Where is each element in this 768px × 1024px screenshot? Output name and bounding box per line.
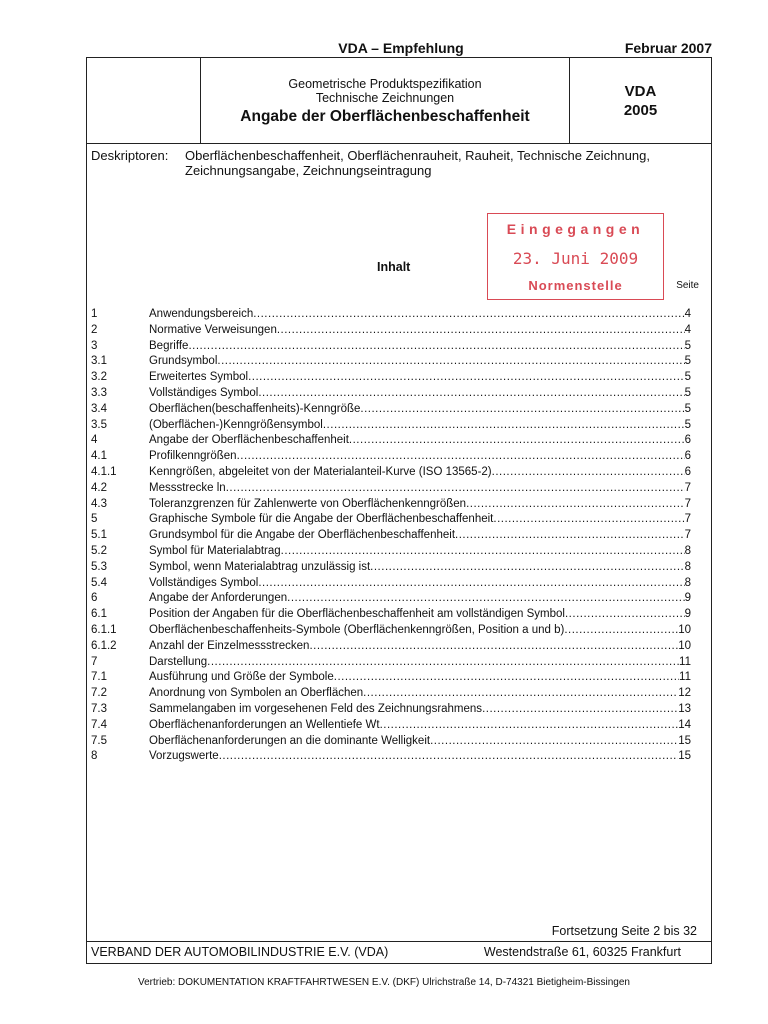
toc-entry-line (149, 418, 691, 434)
toc-entry-number: 4.1 (91, 450, 107, 463)
toc-entry (87, 481, 711, 497)
toc-entry-title: Angabe der Anforderungen (149, 592, 288, 605)
toc-leader-dots (349, 433, 685, 449)
toc-entry-page: 7 (684, 497, 691, 510)
toc-entry-line (149, 734, 691, 750)
toc-entry (87, 339, 711, 355)
toc-entry-number: 5.3 (91, 560, 107, 573)
toc-leader-dots (360, 402, 684, 418)
toc-entry-line (149, 591, 691, 607)
toc-entry (87, 449, 711, 465)
toc-entry-page: 9 (684, 608, 691, 621)
toc-leader-dots (207, 655, 679, 671)
toc-entry (87, 749, 711, 765)
toc-leader-dots (323, 418, 685, 434)
toc-entry-title: Symbol, wenn Materialabtrag unzulässig ist (149, 560, 371, 573)
toc-leader-dots (219, 749, 679, 765)
toc-entry-page: 4 (684, 308, 691, 320)
toc-entry-page: 8 (684, 544, 691, 557)
toc-entry (87, 702, 711, 718)
toc-entry-page: 8 (684, 576, 691, 589)
toc-entry-page: 4 (684, 323, 691, 336)
toc-entry-title: Erweitertes Symbol (149, 371, 249, 384)
toc-entry (87, 512, 711, 528)
publisher-name: VERBAND DER AUTOMOBILINDUSTRIE E.V. (VDA) (91, 945, 389, 959)
toc-entry-number: 7.3 (91, 702, 107, 715)
toc-entry (87, 607, 711, 623)
toc-entry-title: Kenngrößen, abgeleitet von der Materialanteil-Kurve (ISO 13565-2) (149, 465, 492, 478)
toc-entry-title: Anzahl der Einzelmessstrecken (149, 639, 310, 652)
toc-entry-page: 5 (684, 371, 691, 384)
toc-entry-line (149, 386, 691, 402)
code-line-1: VDA (624, 83, 657, 100)
toc-entry (87, 670, 711, 686)
toc-entry-number: 6.1.2 (91, 639, 117, 652)
toc-entry-title: Sammelangaben im vorgesehenen Feld des Zeichnungsrahmens (149, 702, 483, 715)
toc-entry (87, 370, 711, 386)
toc-leader-dots (380, 718, 679, 734)
toc-leader-dots (492, 465, 685, 481)
toc-entry (87, 497, 711, 513)
stamp-line-3: Normenstelle (528, 278, 623, 293)
toc-entry-title: Normative Verweisungen (149, 323, 277, 336)
toc-entry-number: 5 (91, 513, 98, 526)
toc-entry-page: 9 (684, 592, 691, 605)
toc-entry-page: 5 (684, 339, 691, 352)
toc-entry-line (149, 718, 691, 734)
toc-entry-title: Grundsymbol für die Angabe der Oberflächenbeschaffenheit (149, 529, 456, 542)
toc-entry-page: 5 (684, 386, 691, 399)
toc-entry (87, 623, 711, 639)
title-block (87, 58, 711, 144)
toc-entry (87, 307, 711, 323)
toc-entry-line (149, 512, 691, 528)
toc-entry-title: Position der Angaben für die Oberflächenbeschaffenheit am vollständigen Symbol (149, 608, 565, 621)
toc-entry (87, 433, 711, 449)
toc-entry-page: 11 (679, 655, 691, 668)
toc-entry-page: 7 (684, 529, 691, 542)
toc-entry-page: 10 (678, 639, 691, 652)
toc-entry-title: Oberflächen(beschaffenheits)-Kenngröße (149, 402, 361, 415)
toc-entry-title: Angabe der Oberflächenbeschaffenheit (149, 434, 349, 447)
toc-entry-page: 5 (684, 402, 691, 415)
toc-entry (87, 386, 711, 402)
toc-entry-title: Grundsymbol (149, 355, 218, 368)
toc-entry-number: 7.2 (91, 687, 107, 700)
toc-entry (87, 323, 711, 339)
toc-entry-line (149, 339, 691, 355)
publication-date: Februar 2007 (624, 40, 712, 56)
toc-entry-title: Vollständiges Symbol (149, 386, 259, 399)
toc-entry-number: 6.1 (91, 608, 107, 621)
toc-entry-number: 7 (91, 655, 98, 668)
code-line-2: 2005 (623, 102, 658, 119)
toc-leader-dots (248, 370, 685, 386)
table-of-contents (87, 307, 711, 765)
toc-leader-dots (565, 607, 685, 623)
toc-leader-dots (455, 528, 685, 544)
toc-entry-number: 5.2 (91, 544, 107, 557)
toc-entry-number: 7.1 (91, 671, 107, 684)
toc-entry-number: 2 (91, 323, 98, 336)
toc-entry-page: 11 (679, 671, 691, 684)
toc-entry-page: 6 (684, 450, 691, 463)
subtitle-2: Technische Zeichnungen (315, 91, 455, 105)
toc-entry-line (149, 623, 691, 639)
toc-leader-dots (188, 339, 684, 355)
toc-entry-line (149, 560, 691, 576)
descriptors-text: Oberflächenbeschaffenheit, Oberflächenrauheit, Rauheit, Technische Zeichnung, Zeichnungsangabe, Zeichnungseintragung (185, 148, 650, 178)
toc-entry-page: 5 (684, 418, 691, 431)
toc-entry-line (149, 749, 691, 765)
toc-entry-title: Symbol für Materialabtrag (149, 544, 281, 557)
document-header (90, 40, 712, 56)
toc-entry-number: 3.4 (91, 402, 107, 415)
toc-leader-dots (482, 702, 678, 718)
descriptors-label: Deskriptoren: (91, 148, 169, 163)
toc-entry-page: 10 (678, 623, 691, 636)
distribution-note: Vertrieb: DOKUMENTATION KRAFTFAHRTWESEN E.V. (DKF) Ulrichstraße 14, D-74321 Bietigheim-Bissingen (138, 977, 630, 988)
toc-entry-title: Toleranzgrenzen für Zahlenwerte von Oberflächenkenngrößen (149, 497, 467, 510)
toc-entry (87, 354, 711, 370)
toc-entry-page: 7 (684, 513, 691, 526)
recommendation-label: VDA – Empfehlung (338, 40, 464, 56)
document-frame (86, 57, 712, 964)
toc-heading: Inhalt (377, 260, 411, 274)
toc-leader-dots (466, 497, 685, 513)
toc-entry-number: 4 (91, 434, 98, 447)
toc-entry-line (149, 481, 691, 497)
continuation-note: Fortsetzung Seite 2 bis 32 (551, 924, 697, 938)
toc-leader-dots (370, 560, 684, 576)
toc-entry-page: 14 (678, 718, 691, 731)
toc-entry-number: 5.4 (91, 576, 107, 589)
stamp-date: 23. Juni 2009 (512, 249, 639, 268)
toc-entry-line (149, 465, 691, 481)
toc-entry-number: 8 (91, 750, 98, 763)
toc-entry-title: Darstellung (149, 655, 208, 668)
toc-entry-title: Messstrecke ln (149, 481, 226, 494)
toc-entry (87, 528, 711, 544)
toc-leader-dots (363, 686, 678, 702)
toc-entry-title: Vorzugswerte (149, 750, 219, 763)
toc-entry-number: 3.1 (91, 355, 107, 368)
toc-entry-title: Oberflächenbeschaffenheits-Symbole (Oberflächenkenngrößen, Position a und b) (149, 623, 565, 636)
toc-entry-title: Begriffe (149, 339, 189, 352)
toc-entry-title: Graphische Symbole für die Angabe der Oberflächenbeschaffenheit (149, 513, 494, 526)
toc-entry-line (149, 576, 691, 592)
toc-entry-page: 15 (678, 750, 691, 763)
toc-entry-number: 3 (91, 339, 98, 352)
toc-leader-dots (277, 323, 685, 339)
toc-entry (87, 639, 711, 655)
document-code (570, 58, 711, 143)
toc-entry-line (149, 370, 691, 386)
toc-entry-line (149, 323, 691, 339)
title-block-main (201, 58, 570, 143)
toc-leader-dots (253, 307, 684, 323)
toc-leader-dots (564, 623, 678, 639)
toc-entry (87, 591, 711, 607)
received-stamp (487, 213, 664, 300)
toc-entry (87, 576, 711, 592)
toc-entry-page: 6 (684, 434, 691, 447)
toc-entry-page: 8 (684, 560, 691, 573)
toc-leader-dots (237, 449, 685, 465)
toc-leader-dots (493, 512, 684, 528)
toc-leader-dots (226, 481, 685, 497)
toc-entry-number: 3.3 (91, 386, 107, 399)
toc-leader-dots (309, 639, 678, 655)
toc-entry-line (149, 639, 691, 655)
footer (87, 941, 711, 963)
toc-leader-dots (334, 670, 679, 686)
toc-entry-line (149, 655, 691, 671)
toc-entry-title: (Oberflächen-)Kenngrößensymbol (149, 418, 323, 431)
toc-leader-dots (258, 386, 684, 402)
stamp-line-1: Eingegangen (506, 221, 645, 237)
toc-entry-page: 12 (678, 687, 691, 700)
toc-entry-number: 6.1.1 (91, 623, 117, 636)
toc-entry-line (149, 449, 691, 465)
toc-entry-page: 13 (678, 702, 691, 715)
toc-entry-line (149, 686, 691, 702)
toc-page-label: Seite (676, 280, 699, 291)
toc-entry-title: Vollständiges Symbol (149, 576, 259, 589)
toc-leader-dots (217, 354, 684, 370)
toc-entry-title: Anordnung von Symbolen an Oberflächen (149, 687, 364, 700)
toc-entry-number: 4.2 (91, 481, 107, 494)
toc-entry-number: 7.5 (91, 734, 107, 747)
toc-entry-line (149, 354, 691, 370)
toc-entry-line (149, 307, 691, 323)
toc-leader-dots (287, 591, 684, 607)
toc-entry-number: 6 (91, 592, 98, 605)
toc-entry-line (149, 670, 691, 686)
toc-entry-line (149, 528, 691, 544)
toc-entry-page: 5 (684, 355, 691, 368)
toc-entry-line (149, 433, 691, 449)
toc-entry-number: 4.1.1 (91, 465, 117, 478)
toc-entry-title: Profilkenngrößen (149, 450, 237, 463)
toc-entry-line (149, 402, 691, 418)
toc-entry-line (149, 497, 691, 513)
title-block-empty-cell (87, 58, 201, 143)
toc-entry-line (149, 702, 691, 718)
toc-entry-page: 7 (684, 481, 691, 494)
toc-entry (87, 402, 711, 418)
publisher-address: Westendstraße 61, 60325 Frankfurt (483, 945, 681, 959)
toc-entry (87, 544, 711, 560)
toc-entry-title: Ausführung und Größe der Symbole (149, 671, 334, 684)
subtitle-1: Geometrische Produktspezifikation (288, 77, 482, 91)
toc-entry (87, 560, 711, 576)
toc-entry-line (149, 544, 691, 560)
toc-entry-number: 3.2 (91, 371, 107, 384)
toc-entry-number: 5.1 (91, 529, 107, 542)
toc-leader-dots (258, 576, 684, 592)
toc-entry-title: Anwendungsbereich (149, 308, 254, 320)
toc-entry-line (149, 607, 691, 623)
toc-entry (87, 418, 711, 434)
toc-leader-dots (430, 734, 678, 750)
toc-entry-page: 15 (678, 734, 691, 747)
toc-leader-dots (281, 544, 685, 560)
toc-entry (87, 465, 711, 481)
document-title: Angabe der Oberflächenbeschaffenheit (240, 108, 530, 125)
toc-entry-title: Oberflächenanforderungen an die dominante Welligkeit (149, 734, 431, 747)
toc-entry-number: 3.5 (91, 418, 107, 431)
toc-entry (87, 686, 711, 702)
toc-entry-number: 4.3 (91, 497, 107, 510)
toc-entry (87, 718, 711, 734)
toc-entry-page: 6 (684, 465, 691, 478)
toc-entry-title: Oberflächenanforderungen an Wellentiefe Wt (149, 718, 380, 731)
toc-entry (87, 655, 711, 671)
toc-entry (87, 734, 711, 750)
toc-entry-number: 7.4 (91, 718, 107, 731)
toc-entry-number: 1 (91, 308, 98, 320)
